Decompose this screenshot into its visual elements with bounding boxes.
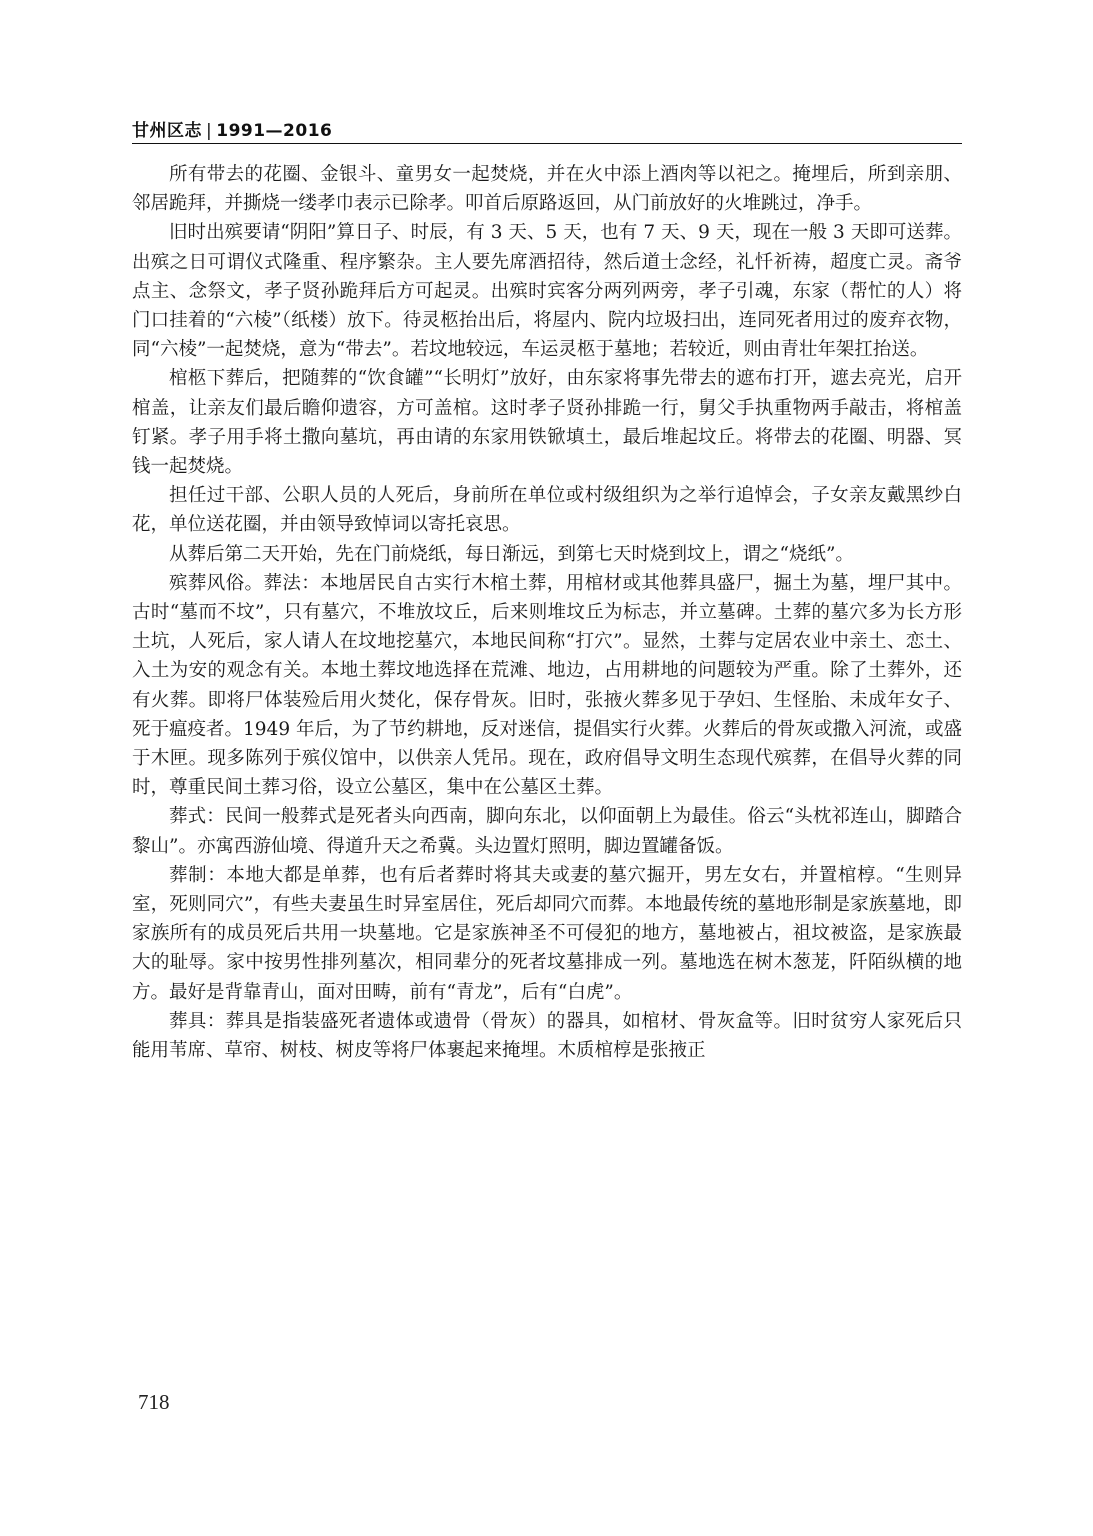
paragraph: 棺柩下葬后，把随葬的“饮食罐”“长明灯”放好，由东家将事先带去的遮布打开，遮去亮光，启开棺盖，让亲友们最后瞻仰遗容，方可盖棺。这时孝子贤孙排跪一行，舅父手执重物两手敲击，将棺盖钉紧。孝子用手将土撒向墓坑，再由请的东家用铁锨填土，最后堆起坟丘。将带去的花圈、明器、冥钱一起焚烧。 <box>132 368 962 478</box>
paragraph: 葬具：葬具是指装盛死者遗体或遗骨（骨灰）的器具，如棺材、骨灰盒等。旧时贫穷人家死后只能用苇席、草帘、树枝、树皮等将尸体裹起来掩埋。木质棺椁是张掖正 <box>132 1010 962 1062</box>
paragraph: 葬制：本地大都是单葬，也有后者葬时将其夫或妻的墓穴掘开，男左女右，并置棺椁。“生则异室，死则同穴”，有些夫妻虽生时异室居住，死后却同穴而葬。本地最传统的墓地形制是家族墓地，即家族所有的成员死后共用一块墓地。它是家族神圣不可侵犯的地方，墓地被占，祖坟被盗，是家族最大的耻辱。家中按男性排列墓次，相同辈分的死者坟墓排成一列。墓地选在树木葱茏，阡陌纵横的地方。最好是背靠青山，面对田畴，前有“青龙”，后有“白虎”。 <box>132 864 962 1003</box>
running-head <box>132 116 332 141</box>
header-years: 1991—2016 <box>216 121 333 141</box>
header-rule <box>132 143 962 144</box>
page-number: 718 <box>138 1390 170 1414</box>
book-title: 甘州区志 <box>132 121 202 141</box>
paragraph: 殡葬风俗。葬法：本地居民自古实行木棺土葬，用棺材或其他葬具盛尸，掘土为墓，埋尸其中。古时“墓而不坟”，只有墓穴，不堆放坟丘，后来则堆坟丘为标志，并立墓碑。土葬的墓穴多为长方形土坑，人死后，家人请人在坟地挖墓穴，本地民间称“打穴”。显然，土葬与定居农业中亲土、恋土、入土为安的观念有关。本地土葬坟地选择在荒滩、地边，占用耕地的问题较为严重。除了土葬外，还有火葬。即将尸体装殓后用火焚化，保存骨灰。旧时，张掖火葬多见于孕妇、生怪胎、未成年女子、死于瘟疫者。1949 年后，为了节约耕地，反对迷信，提倡实行火葬。火葬后的骨灰或撒入河流，或盛于木匣。现多陈列于殡仪馆中，以供亲人凭吊。现在，政府倡导文明生态现代殡葬，在倡导火葬的同时，尊重民间土葬习俗，设立公墓区，集中在公墓区土葬。 <box>132 572 962 799</box>
paragraph: 所有带去的花圈、金银斗、童男女一起焚烧，并在火中添上酒肉等以祀之。掩埋后，所到亲朋、邻居跪拜，并撕烧一缕孝巾表示已除孝。叩首后原路返回，从门前放好的火堆跳过，净手。 <box>132 164 962 215</box>
paragraph: 葬式：民间一般葬式是死者头向西南，脚向东北，以仰面朝上为最佳。俗云“头枕祁连山，脚踏合黎山”。亦寓西游仙境、得道升天之希冀。头边置灯照明，脚边置罐备饭。 <box>132 806 962 857</box>
paragraph: 从葬后第二天开始，先在门前烧纸，每日渐远，到第七天时烧到坟上，谓之“烧纸”。 <box>169 543 854 565</box>
paragraph: 旧时出殡要请“阴阳”算日子、时辰，有 3 天、5 天，也有 7 天、9 天，现在一般 3 天即可送葬。出殡之日可谓仪式隆重、程序繁杂。主人要先席酒招待，然后道士念经，礼忏祈祷，超度亡灵。斋爷点主、念祭文，孝子贤孙跪拜后方可起灵。出殡时宾客分两列两旁，孝子引魂，东家（帮忙的人）将门口挂着的“六棱”（纸楼）放下。待灵柩抬出后，将屋内、院内垃圾扫出，连同死者用过的废弃衣物，同“六棱”一起焚烧，意为“带去”。若坟地较远，车运灵柩于墓地；若较近，则由青壮年架扛抬送。 <box>132 222 962 361</box>
body-text <box>132 160 962 1065</box>
header-separator: | <box>206 121 213 141</box>
paragraph: 担任过干部、公职人员的人死后，身前所在单位或村级组织为之举行追悼会，子女亲友戴黑纱白花，单位送花圈，并由领导致悼词以寄托哀思。 <box>132 485 962 536</box>
